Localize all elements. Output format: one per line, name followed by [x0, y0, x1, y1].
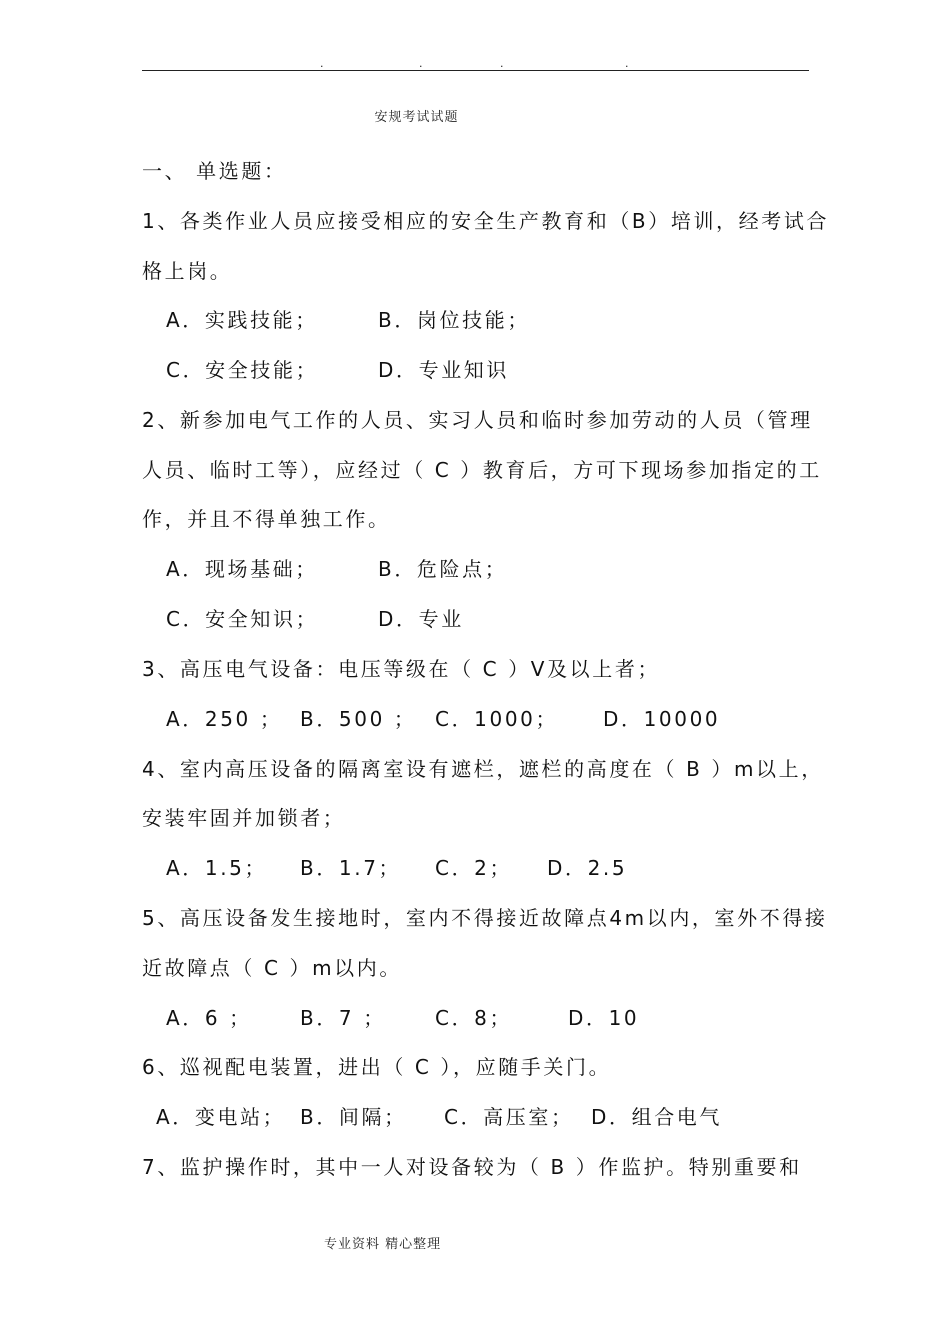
option-d: D．10: [568, 1006, 640, 1030]
option-a: A．现场基础；: [166, 557, 318, 581]
option-a: A．6 ；: [166, 1006, 252, 1030]
question-5-line-2: 近故障点（ C ）m以内。: [142, 956, 402, 980]
header-dot: .: [419, 57, 423, 70]
option-d: D．2.5: [547, 856, 628, 880]
option-b: B．岗位技能；: [378, 308, 530, 332]
option-d: D．专业知识: [378, 358, 510, 382]
question-4-line-1: 4、室内高压设备的隔离室设有遮栏，遮栏的高度在（ B ）m以上，: [142, 757, 824, 781]
question-6-line-1: 6、巡视配电装置，进出（ C ），应随手关门。: [142, 1055, 612, 1079]
page-footer: 专业资料 精心整理: [324, 1237, 442, 1252]
option-d: D．10000: [603, 707, 721, 731]
option-c: C．1000；: [435, 707, 559, 731]
option-a: A．变电站；: [156, 1105, 286, 1129]
option-b: B．7 ；: [300, 1006, 386, 1030]
option-a: A．1.5；: [166, 856, 268, 880]
option-d: D．组合电气: [591, 1105, 723, 1129]
section-heading: 一、 单选题：: [142, 159, 287, 183]
document-title: 安规考试试题: [374, 110, 459, 125]
question-3-line-1: 3、高压电气设备：电压等级在（ C ）V及以上者；: [142, 657, 661, 681]
option-b: B．间隔；: [300, 1105, 407, 1129]
option-c: C．8；: [435, 1006, 513, 1030]
question-2-line-3: 作，并且不得单独工作。: [142, 507, 391, 531]
option-c: C．安全技能；: [166, 358, 319, 382]
header-dot: .: [500, 57, 504, 70]
option-a: A．实践技能；: [166, 308, 318, 332]
option-a: A．250 ；: [166, 707, 283, 731]
header-dots: [142, 58, 809, 70]
question-5-line-1: 5、高压设备发生接地时，室内不得接近故障点4m以内，室外不得接: [142, 906, 828, 930]
option-c: C．高压室；: [444, 1105, 574, 1129]
option-b: B．500 ；: [300, 707, 417, 731]
header-dot: .: [320, 57, 324, 70]
question-1-line-1: 1、各类作业人员应接受相应的安全生产教育和（B）培训，经考试合: [142, 209, 830, 233]
question-2-line-1: 2、新参加电气工作的人员、实习人员和临时参加劳动的人员（管理: [142, 408, 813, 432]
option-b: B．1.7；: [300, 856, 402, 880]
header-dot: .: [625, 57, 629, 70]
header-rule: [142, 70, 809, 71]
option-c: C．安全知识；: [166, 607, 319, 631]
question-2-line-2: 人员、临时工等），应经过（ C ）教育后，方可下现场参加指定的工: [142, 458, 822, 482]
option-c: C．2；: [435, 856, 513, 880]
question-4-line-2: 安装牢固并加锁者；: [142, 806, 346, 830]
question-1-line-2: 格上岗。: [142, 259, 233, 283]
option-b: B．危险点；: [378, 557, 508, 581]
question-7-line-1: 7、监护操作时，其中一人对设备较为（ B ）作监护。特别重要和: [142, 1155, 802, 1179]
option-d: D．专业: [378, 607, 464, 631]
